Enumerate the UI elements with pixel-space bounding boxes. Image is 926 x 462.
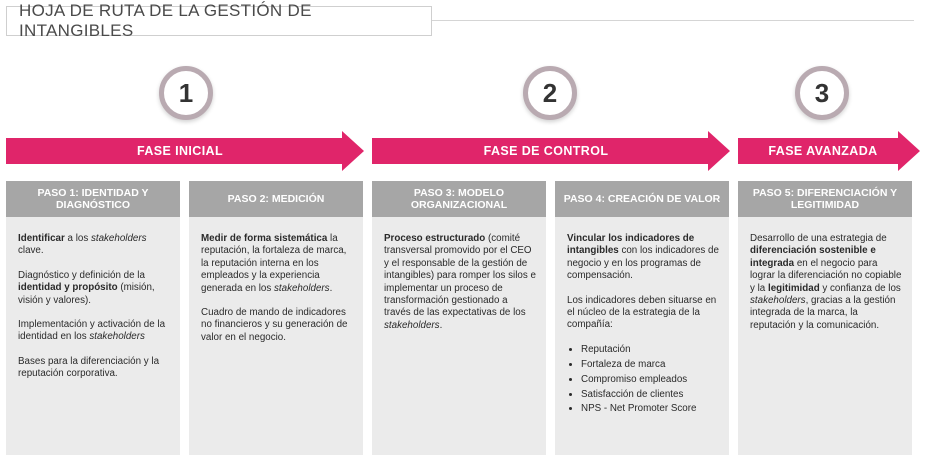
bold-text: Proceso estructurado: [384, 233, 486, 244]
text: .: [329, 282, 333, 294]
step-card-3: [372, 181, 546, 455]
step-card-2: [189, 181, 363, 455]
list-item: • Compromiso empleados: [581, 374, 719, 386]
step-card-header: PASO 5: DIFERENCIACIÓN Y LEGITIMIDAD: [738, 181, 912, 217]
step-circle-3: [795, 66, 849, 120]
step-card-body: [555, 217, 729, 416]
indicator-list: [567, 344, 719, 416]
phase-arrow-control: [372, 131, 730, 171]
step-number: 3: [814, 77, 830, 108]
step-card-header: PASO 3: MODELO ORGANIZACIONAL: [372, 181, 546, 217]
text: en el negocio para lograr la diferenciación no copiable y la: [750, 257, 902, 294]
italic-text: stakeholders: [274, 282, 330, 294]
text: , gracias a la gestión integrada de la marca, la reputación y la comunicación.: [750, 295, 896, 331]
text: clave.: [18, 245, 44, 257]
bold-text: legitimidad: [767, 282, 820, 294]
bold-text: Vincular los indicadores de intangibles: [567, 233, 695, 257]
step-number: 2: [542, 77, 558, 108]
step-card-body: [6, 217, 180, 381]
text: Diagnóstico y definición de la: [18, 269, 145, 281]
step-card-header: PASO 4: CREACIÓN DE VALOR: [555, 181, 729, 217]
step-circle-2: [523, 66, 577, 120]
step-card-5: [738, 181, 912, 455]
italic-text: stakeholders: [750, 295, 806, 307]
paragraph: [18, 319, 170, 344]
bold-text: identidad y propósito: [18, 282, 118, 294]
step-card-header: PASO 2: MEDICIÓN: [189, 181, 363, 217]
page-title: [6, 1, 432, 40]
italic-text: stakeholders: [384, 319, 440, 331]
text: Desarrollo de una estrategia de: [750, 233, 887, 244]
step-card-4: [555, 181, 729, 455]
phase-label: FASE AVANZADA: [768, 144, 878, 158]
phase-label: FASE DE CONTROL: [483, 144, 609, 158]
text: y confianza de los: [819, 282, 901, 294]
paragraph: [18, 233, 170, 258]
step-card-header: PASO 1: IDENTIDAD Y DIAGNÓSTICO: [6, 181, 180, 217]
bold-text: Identificar: [18, 233, 65, 244]
step-circle-1: [159, 66, 213, 120]
paragraph: Los indicadores deben situarse en el núcleo de la estrategia de la compañía:: [567, 294, 717, 331]
paragraph: Cuadro de mando de indicadores no financieros y su generación de valor en el negocio.: [201, 307, 348, 343]
bold-text: Medir de forma sistemática: [201, 233, 328, 244]
step-card-body: [189, 217, 363, 344]
text: Implementación y activación de la identidad en los: [18, 319, 166, 343]
phase-arrow-advanced: [738, 131, 920, 171]
text: la reputación, la fortaleza de marca, la reputación interna en los empleados y la experiencia generada en los: [201, 233, 347, 294]
paragraph: [384, 233, 536, 332]
list-item: • Satisfacción de clientes: [581, 389, 719, 401]
bold-text: diferenciación sostenible e integrada: [750, 245, 876, 269]
paragraph: [18, 270, 170, 307]
step-number: 1: [178, 77, 194, 108]
step-card-body: [372, 217, 546, 332]
italic-text: stakeholders: [90, 233, 147, 244]
text: con los indicadores de negocio y en los programas de compensación.: [567, 245, 719, 282]
paragraph: [567, 233, 719, 283]
title-divider: [432, 20, 914, 21]
text: (comité transversal promovido por el CEO y el responsable de la gestión de intangibles) para romper los silos e implementar un proceso de transformación gestionado a través de las expectativas de los: [384, 233, 536, 319]
step-card-body: [738, 217, 912, 332]
text: .: [439, 319, 443, 331]
list-item: • Reputación: [581, 344, 719, 356]
text: a los: [64, 233, 91, 244]
page-title-text: HOJA DE RUTA DE LA GESTIÓN DE INTANGIBLES: [19, 1, 312, 40]
italic-text: stakeholders: [89, 331, 145, 343]
step-card-1: [6, 181, 180, 455]
text: (misión, visión y valores).: [18, 282, 155, 306]
list-item: • Fortaleza de marca: [581, 359, 719, 371]
phase-label: FASE INICIAL: [136, 144, 224, 158]
paragraph: [201, 233, 353, 295]
phase-arrow-initial: [6, 131, 364, 171]
list-item: • NPS - Net Promoter Score: [581, 403, 719, 415]
paragraph: [750, 233, 902, 332]
paragraph: Bases para la diferenciación y la reputación corporativa.: [18, 355, 160, 380]
